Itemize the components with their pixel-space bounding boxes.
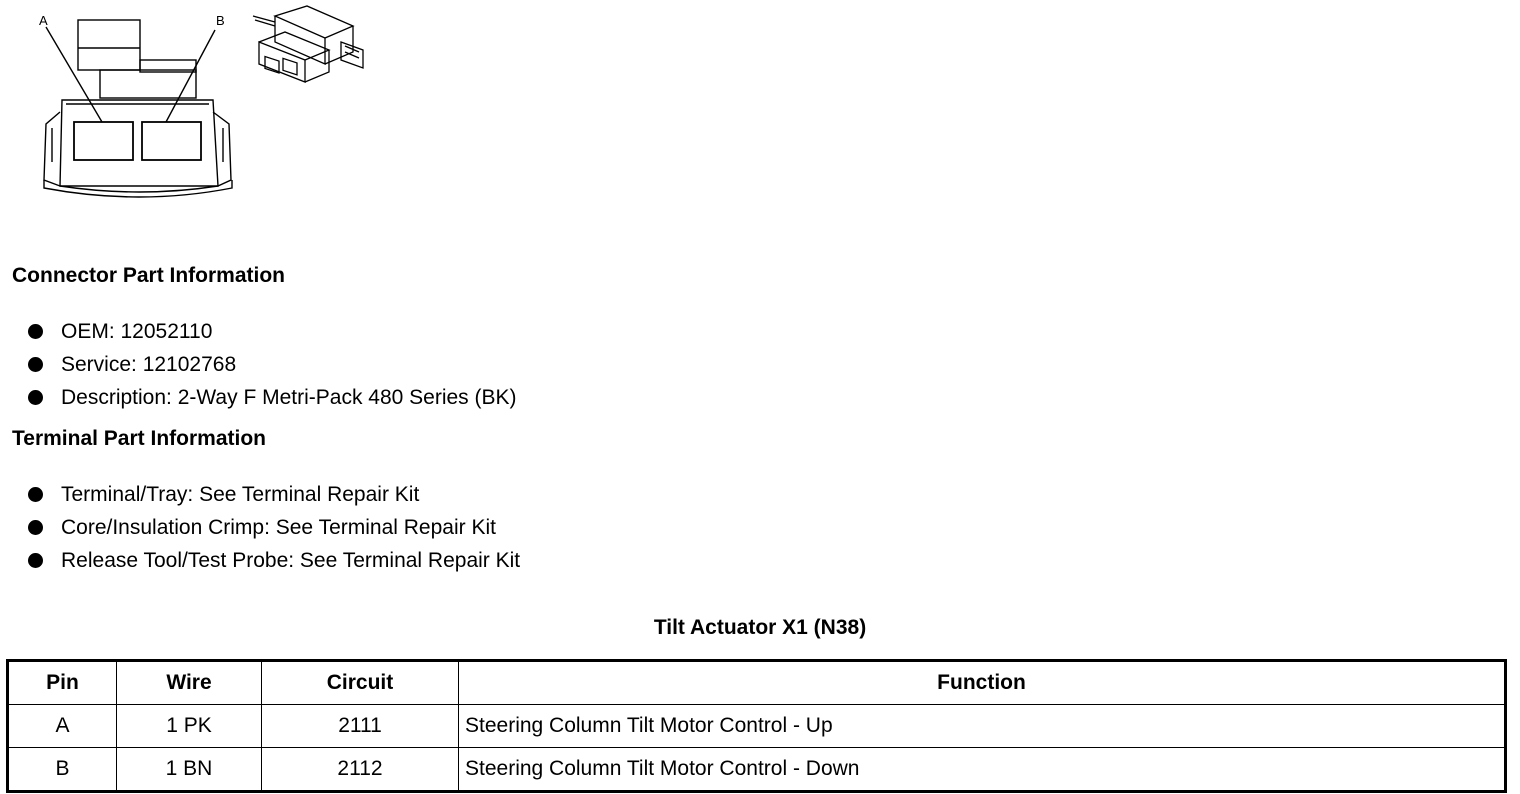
column-header-pin: Pin [8,661,117,705]
list-item [28,511,520,544]
cell-wire: 1 PK [117,705,262,748]
table-title: Tilt Actuator X1 (N38) [653,616,867,639]
list-item-text: Service: 12102768 [61,353,237,376]
connector-part-list [28,315,517,414]
terminal-part-list [28,478,520,577]
connector-iso-thumbnail [245,2,375,92]
bullet-icon [28,487,43,502]
connector-figure [0,0,380,210]
column-header-wire: Wire [117,661,262,705]
table-row [8,705,1506,748]
cell-function: Steering Column Tilt Motor Control - Down [459,748,1506,792]
cell-circuit: 2111 [262,705,459,748]
terminal-part-heading: Terminal Part Information [12,427,266,450]
bullet-icon [28,520,43,535]
cell-function: Steering Column Tilt Motor Control - Up [459,705,1506,748]
list-item [28,381,517,414]
table-header-row [8,661,1506,705]
list-item-text: Core/Insulation Crimp: See Terminal Repair Kit [61,516,496,539]
table-row [8,748,1506,792]
cell-circuit: 2112 [262,748,459,792]
list-item-text: OEM: 12052110 [61,320,213,343]
list-item [28,478,520,511]
cell-pin: A [8,705,117,748]
connector-part-heading: Connector Part Information [12,264,286,287]
cell-pin: B [8,748,117,792]
cell-wire: 1 BN [117,748,262,792]
bullet-icon [28,324,43,339]
pin-a-label: A [39,13,48,28]
pinout-table [6,659,1507,793]
list-item [28,348,517,381]
column-header-circuit: Circuit [262,661,459,705]
list-item-text: Release Tool/Test Probe: See Terminal Repair Kit [61,549,521,572]
bullet-icon [28,390,43,405]
pin-b-label: B [216,13,225,28]
list-item-text: Description: 2-Way F Metri-Pack 480 Series (BK) [61,386,517,409]
list-item [28,315,517,348]
bullet-icon [28,553,43,568]
column-header-function: Function [459,661,1506,705]
list-item-text: Terminal/Tray: See Terminal Repair Kit [61,483,420,506]
bullet-icon [28,357,43,372]
list-item [28,544,520,577]
